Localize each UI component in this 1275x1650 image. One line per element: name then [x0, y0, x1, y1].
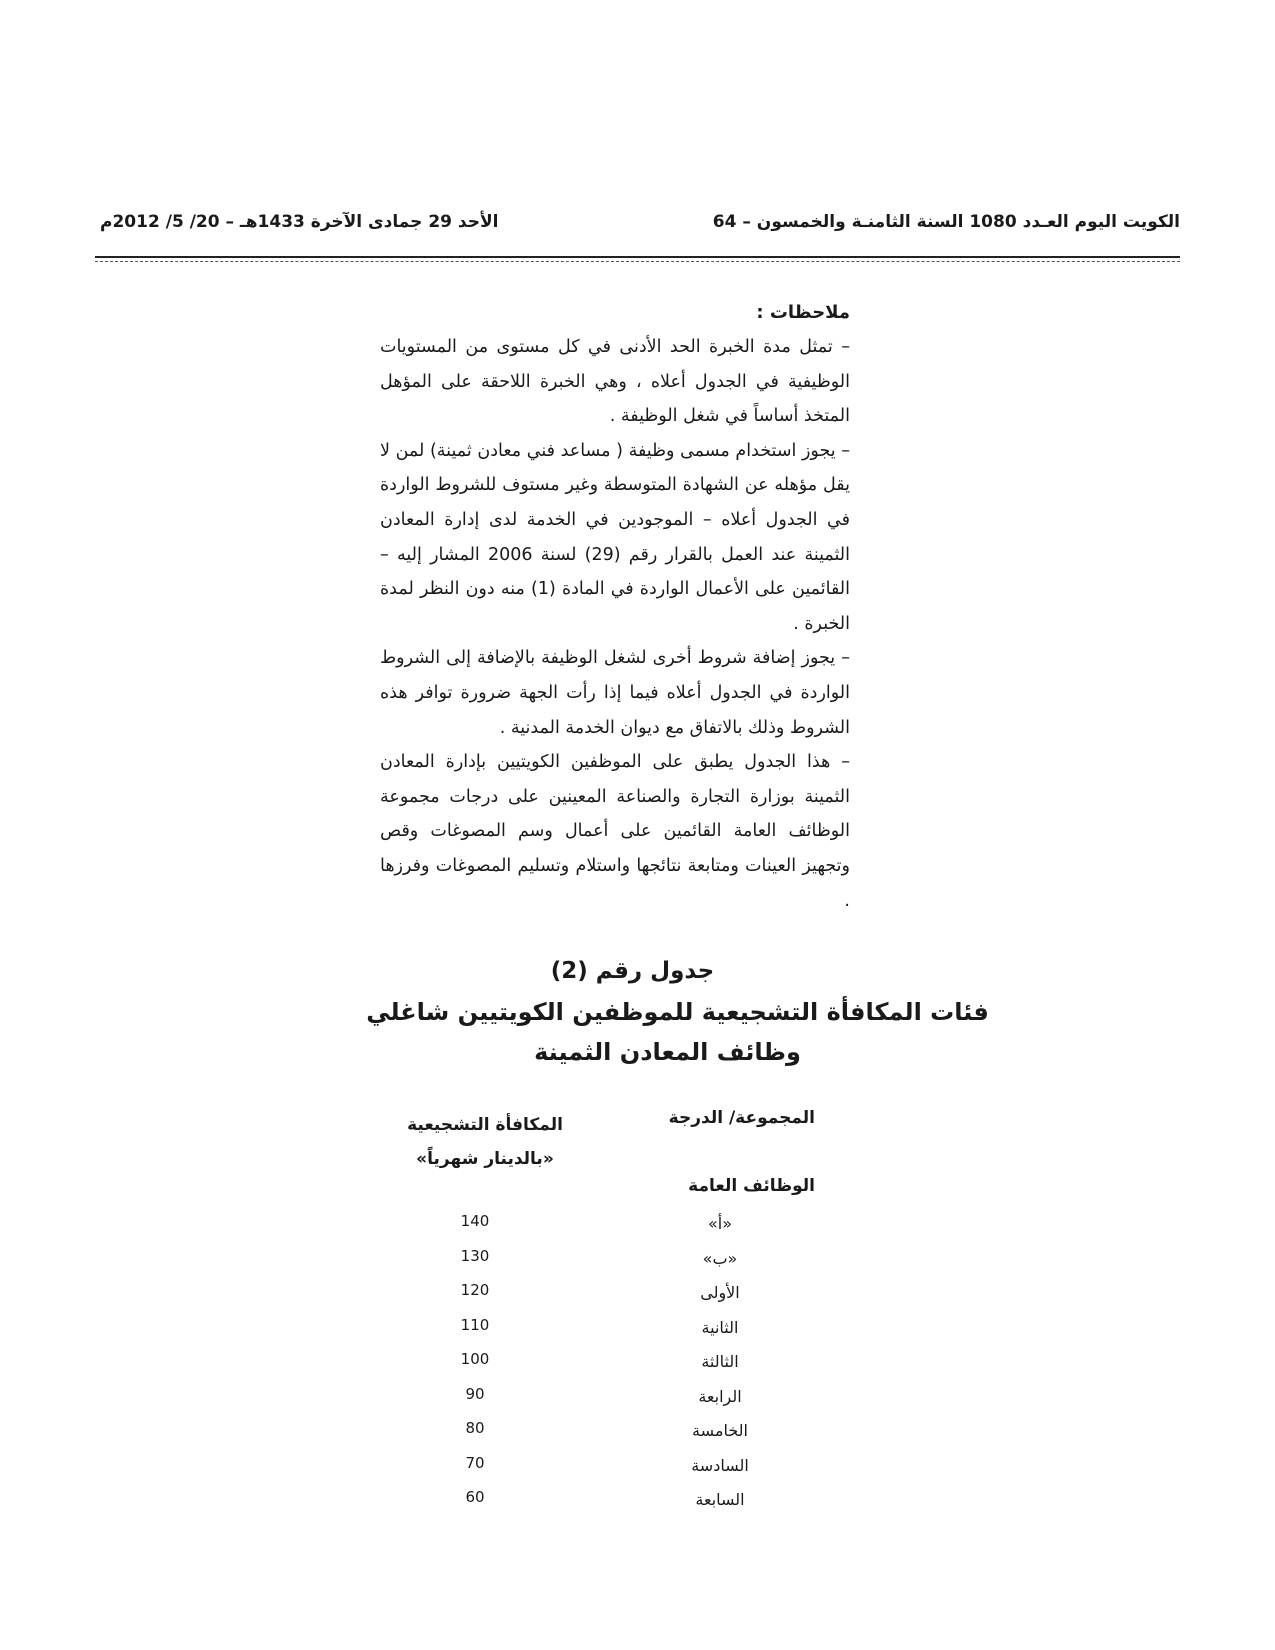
header-issue-info: الكويت اليوم العـدد 1080 السنة الثامنـة والخمسون – 64 [712, 212, 1180, 232]
grade-cell: الخامسة [692, 1421, 748, 1440]
grade-cell: الثانية [701, 1317, 739, 1337]
grade-cell: الثالثة [701, 1352, 739, 1371]
amount-cell: 120 [460, 1281, 490, 1299]
header-divider [95, 256, 1180, 258]
table-row [380, 1277, 850, 1312]
header-date: الأحد 29 جمادى الآخرة 1433هـ – 20/ 5/ 2012م [100, 212, 499, 232]
table-row [380, 1484, 850, 1519]
grade-cell: الرابعة [698, 1386, 742, 1406]
table-body [380, 1208, 850, 1519]
amount-cell: 60 [465, 1488, 485, 1506]
amount-cell: 80 [465, 1419, 485, 1437]
table-row [380, 1346, 850, 1381]
table-row [380, 1312, 850, 1347]
table-row [380, 1243, 850, 1278]
note-paragraph-3: – يجوز إضافة شروط أخرى لشغل الوظيفة بالإضافة إلى الشروط الواردة في الجدول أعلاه فيما إذا رأت الجهة ضرورة توافر هذه الشروط وذلك بالاتفاق مع ديوان الخدمة المدنية . [380, 648, 850, 738]
notes-section [380, 296, 850, 918]
notes-title: ملاحظات : [756, 302, 850, 323]
grade-cell: السادسة [691, 1455, 749, 1475]
table-row [380, 1415, 850, 1450]
table-number: جدول رقم (2) [550, 958, 715, 984]
column-header-amount-line-1: المكافأة التشجيعية [407, 1115, 563, 1135]
amount-cell: 100 [460, 1350, 490, 1368]
amount-cell: 130 [460, 1246, 490, 1265]
table-title-line-3: وظائف المعادن الثمينة [534, 1038, 801, 1066]
grade-cell: الأولى [700, 1283, 740, 1302]
amount-cell: 140 [460, 1212, 490, 1230]
amount-cell: 90 [465, 1384, 485, 1403]
table-title-block [0, 950, 1275, 1072]
grade-cell: «أ» [707, 1214, 733, 1233]
table-row [380, 1208, 850, 1243]
header-divider-dashed [95, 261, 1180, 262]
table-row [380, 1450, 850, 1485]
column-header-grade: المجموعة/ الدرجة [668, 1108, 815, 1128]
note-paragraph-1: – تمثل مدة الخبرة الحد الأدنى في كل مستوى من المستويات الوظيفية في الجدول أعلاه ، وهي الخبرة اللاحقة على المؤهل المتخذ أساساً في شغل الوظيفة . [380, 337, 850, 427]
amount-cell: 70 [465, 1453, 485, 1472]
grade-cell: «ب» [702, 1248, 738, 1268]
note-paragraph-4: – هذا الجدول يطبق على الموظفين الكويتيين بإدارة المعادن الثمينة بوزارة التجارة والصناعة المعينين على درجات مجموعة الوظائف العامة القائمين على أعمال وسم المصوغات وقص وتجهيز العينات ومتابعة نتائجها واستلام وتسليم المصوغات وفرزها . [380, 752, 850, 911]
section-label-general-jobs: الوظائف العامة [688, 1176, 815, 1196]
column-header-amount [390, 1108, 580, 1176]
table-title-line-2: فئات المكافأة التشجيعية للموظفين الكويتيين شاغلي [366, 998, 989, 1026]
grade-cell: السابعة [695, 1490, 745, 1509]
note-paragraph-2: – يجوز استخدام مسمى وظيفة ( مساعد فني معادن ثمينة) لمن لا يقل مؤهله عن الشهادة المتوسطة وغير مستوف للشروط الواردة في الجدول أعلاه – الموجودين في الخدمة لدى إدارة المعادن الثمينة عند العمل بالقرار رقم (29) لسنة 2006 المشار إليه – القائمين على الأعمال الواردة في المادة (1) منه دون النظر لمدة الخبرة . [380, 440, 850, 634]
column-header-amount-line-2: «بالدينار شهرياً» [416, 1149, 554, 1169]
amount-cell: 110 [460, 1315, 490, 1334]
table-row [380, 1381, 850, 1416]
